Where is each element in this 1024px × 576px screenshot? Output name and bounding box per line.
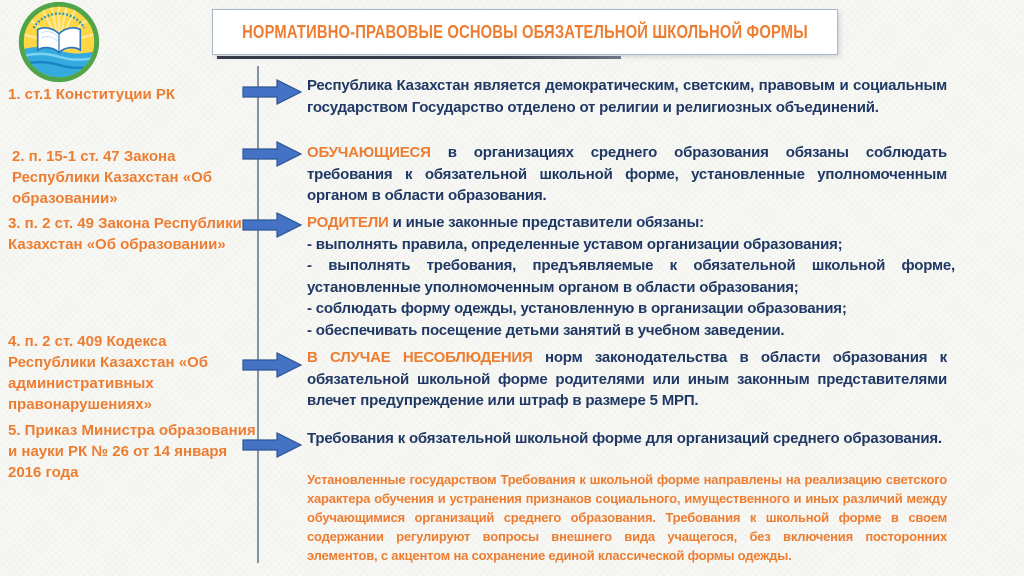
- paragraph-text: Республика Казахстан является демократическим, светским, правовым и социальным государством Государство отделено от религии и религиозных объединений.: [307, 77, 947, 116]
- legal-ref-5: 5. Приказ Министра образования и науки РК № 26 от 14 января 2016 года: [8, 422, 256, 481]
- paragraph-requirements-body: Установленные государством Требования к школьной форме направлены на реализацию светского характера обучения и устранения признаков социального, имущественного и иных различий между обучающимися организаций среднего образования. Требования к школьной форме в своем содержании регулируют вопросы внешнего вида учащегося, без включения посторонних элементов, с акцентом на сохранение единой классической формы одежды.: [307, 472, 947, 563]
- flow-arrow-icon: [242, 77, 303, 107]
- paragraph-constitution: [307, 75, 947, 118]
- flow-arrow-icon: [242, 430, 303, 460]
- school-emblem-icon: [18, 1, 100, 83]
- bullet-line: - выполнять требования, предъявляемые к обязательной школьной форме, установленные уполномоченным органом в области образования;: [307, 257, 955, 296]
- bullet-line: - выполнять правила, определенные уставом организации образования;: [307, 235, 843, 253]
- legal-ref-1: 1. ст.1 Конституции РК: [8, 86, 176, 103]
- paragraph-students: [307, 142, 947, 207]
- legal-ref-4: 4. п. 2 ст. 409 Кодекса Республики Казахстан «Об административных правонарушениях»: [8, 333, 209, 413]
- paragraph-parents: [307, 212, 955, 341]
- paragraph-text: норм законодательства в области образования к обязательной школьной форме родителями или иным законным представителями влечет предупреждение или штраф в размере 5 МРП.: [307, 349, 947, 409]
- paragraph-highlight: В СЛУЧАЕ НЕСОБЛЮДЕНИЯ: [307, 349, 533, 366]
- bullet-line: - обеспечивать посещение детьми занятий в учебном заведении.: [307, 321, 785, 339]
- paragraph-highlight: ОБУЧАЮЩИЕСЯ: [307, 144, 431, 161]
- paragraph-text: в организациях среднего образования обязаны соблюдать требования к обязательной школьной форме, установленные уполномоченным органом в области образования.: [307, 144, 947, 204]
- paragraph-highlight: РОДИТЕЛИ: [307, 214, 389, 231]
- paragraph-intro: [307, 212, 955, 234]
- paragraph-noncompliance: [307, 347, 947, 412]
- title-banner: [212, 9, 838, 55]
- legal-ref-3: 3. п. 2 ст. 49 Закона Республики Казахстан «Об образовании»: [8, 215, 242, 253]
- bullet-line: - соблюдать форму одежды, установленную в организации образования;: [307, 300, 847, 317]
- title-underline: [217, 56, 621, 59]
- flow-arrow-icon: [242, 210, 303, 240]
- paragraph-text: и иные законные представители обязаны:: [388, 214, 704, 231]
- legal-ref-2: 2. п. 15-1 ст. 47 Закона Республики Казахстан «Об образовании»: [12, 148, 213, 207]
- flow-arrow-icon: [242, 139, 303, 169]
- paragraph-requirements-heading: Требования к обязательной школьной форме для организаций среднего образования.: [307, 430, 942, 447]
- flow-arrow-icon: [242, 350, 303, 380]
- slide-title: НОРМАТИВНО-ПРАВОВЫЕ ОСНОВЫ ОБЯЗАТЕЛЬНОЙ ШКОЛЬНОЙ ФОРМЫ: [242, 21, 808, 42]
